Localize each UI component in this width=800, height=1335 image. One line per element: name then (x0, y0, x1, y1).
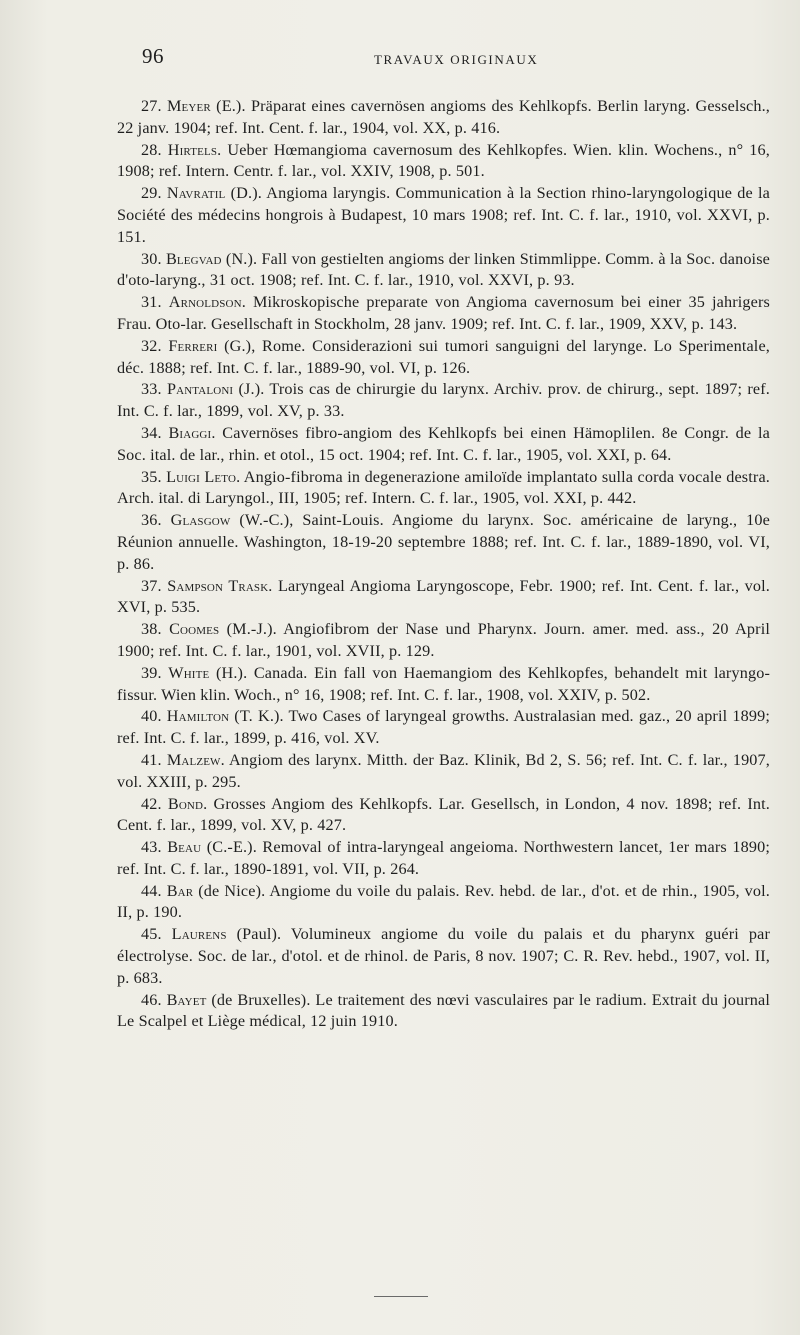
reference-author: Bond (167, 794, 204, 813)
reference-entry (117, 467, 770, 511)
reference-author: Sampson Trask (167, 576, 269, 595)
reference-text: . Angio-fibroma in degenerazione amiloïde implantato sulla corda vocale destra. Arch. ital. di Laryngol., III, 1905; ref. Intern. C. f. lar., 1905, vol. XXI, p. 442. (117, 467, 770, 508)
reference-entry (117, 990, 770, 1034)
reference-entry (117, 706, 770, 750)
reference-text: . Angiom des larynx. Mitth. der Baz. Klinik, Bd 2, S. 56; ref. Int. C. f. lar., 1907, vol. XXIII, p. 295. (117, 750, 770, 791)
reference-number: 37. (141, 576, 162, 595)
reference-author: Beau (167, 838, 202, 857)
reference-entry (117, 249, 770, 293)
reference-number: 31. (141, 293, 162, 312)
reference-entry (117, 379, 770, 423)
reference-text: (N.). Fall von gestielten angioms der linken Stimmlippe. Comm. à la Soc. danoise d'oto-laryng., 31 oct. 1908; ref. Int. C. f. lar., 1910, vol. XXVI, p. 93. (117, 249, 770, 290)
reference-author: Hamilton (166, 707, 230, 726)
reference-text: (C.-E.). Removal of intra-laryngeal angeioma. Northwestern lancet, 1er mars 1890; ref. Int. C. f. lar., 1890-1891, vol. VII, p. 264. (117, 838, 771, 878)
reference-text: . Laryngeal Angioma Laryngoscope, Febr. 1900; ref. Int. Cent. f. lar., vol. XVI, p. 535. (117, 576, 770, 617)
reference-number: 40. (141, 707, 162, 726)
reference-author: White (168, 663, 210, 682)
reference-author: Biaggi (168, 423, 212, 442)
reference-entry (117, 576, 770, 620)
reference-author: Pantaloni (166, 380, 234, 399)
reference-text: . Grosses Angiom des Kehlkopfs. Lar. Gesellsch, in London, 4 nov. 1898; ref. Int. Cent. f. lar., 1899, vol. XV, p. 427. (117, 794, 770, 835)
reference-entry (117, 292, 770, 336)
reference-number: 30. (141, 249, 162, 268)
reference-entry (117, 140, 770, 184)
reference-entry (117, 619, 770, 663)
reference-number: 36. (141, 511, 162, 530)
reference-author: Glasgow (170, 511, 231, 530)
reference-author: Bayet (166, 990, 207, 1009)
reference-text: (Paul). Volumineux angiome du voile du palais et du pharynx guéri par électrolyse. Soc. de lar., d'otol. et de rhinol. de Paris, 8 nov. 1907; C. R. Rev. hebd., 1907, vol. II, p. 683. (117, 925, 770, 987)
reference-text: . Mikroskopische preparate von Angioma cavernosum bei einer 35 jahrigers Frau. Oto-lar. Gesellschaft in Stockholm, 28 janv. 1909; ref. Int. C. f. lar., 1909, XXV, p. 143. (117, 293, 770, 333)
reference-entry (117, 96, 770, 140)
reference-entry (117, 183, 770, 248)
reference-number: 39. (141, 663, 162, 682)
reference-entry (117, 423, 770, 467)
reference-number: 43. (141, 838, 162, 857)
reference-number: 28. (141, 140, 162, 159)
reference-text: (de Nice). Angiome du voile du palais. Rev. hebd. de lar., d'ot. et de rhin., 1905, vol. II, p. 190. (117, 881, 770, 922)
reference-author: Bar (166, 881, 194, 900)
reference-number: 41. (141, 750, 162, 769)
page-header (142, 44, 770, 74)
reference-number: 45. (141, 925, 162, 944)
reference-number: 42. (141, 794, 162, 813)
page-number: 96 (142, 44, 164, 68)
reference-number: 27. (141, 97, 162, 115)
reference-number: 34. (141, 423, 162, 442)
reference-text: (E.). Präparat eines cavernösen angioms des Kehlkopfs. Berlin laryng. Gesselsch., 22 janv. 1904; ref. Int. Cent. f. lar., 1904, vol. XX, p. 416. (117, 97, 770, 137)
reference-text: (H.). Canada. Ein fall von Haemangiom des Kehlkopfes, behandelt mit laryngo-fissur. Wien klin. Woch., n° 16, 1908; ref. Int. C. f. lar., 1908, vol. XXIV, p. 502. (117, 663, 770, 704)
reference-text: (M.-J.). Angiofibrom der Nase und Pharynx. Journ. amer. med. ass., 20 April 1900; ref. Int. C. f. lar., 1901, vol. XVII, p. 129. (117, 620, 770, 660)
reference-list (117, 96, 770, 1033)
reference-author: Arnoldson (168, 293, 242, 312)
running-title: TRAVAUX ORIGINAUX (374, 52, 539, 67)
reference-number: 44. (141, 881, 162, 900)
reference-entry (117, 750, 770, 794)
reference-text: (de Bruxelles). Le traitement des nœvi vasculaires par le radium. Extrait du journal Le Scalpel et Liège médical, 12 juin 1910. (117, 990, 770, 1031)
end-rule (374, 1296, 428, 1297)
reference-author: Coomes (169, 620, 220, 639)
reference-author: Hirtels (167, 140, 218, 159)
reference-author: Blegvad (165, 249, 222, 268)
reference-entry (117, 336, 770, 380)
reference-number: 33. (141, 380, 162, 399)
reference-number: 46. (141, 990, 162, 1009)
reference-number: 38. (141, 620, 162, 639)
reference-author: Laurens (171, 925, 227, 944)
reference-text: . Ueber Hœmangioma cavernosum des Kehlkopfes. Wien. klin. Wochens., n° 16, 1908; ref. Intern. Centr. f. lar., vol. XXIV, 1908, p. 501. (117, 140, 770, 181)
reference-text: (D.). Angioma laryngis. Communication à la Section rhino-laryngologique de la Société des médecins hongrois à Budapest, 10 mars 1908; ref. Int. C. f. lar., 1910, vol. XXVI, p. 151. (117, 184, 770, 246)
reference-number: 29. (141, 184, 162, 203)
reference-author: Navratil (166, 184, 226, 203)
reference-entry (117, 924, 770, 989)
reference-entry (117, 663, 770, 707)
reference-author: Malzew (166, 750, 221, 769)
reference-number: 32. (141, 336, 162, 355)
reference-author: Ferreri (168, 336, 218, 355)
reference-text: (G.), Rome. Considerazioni sui tumori sanguigni del larynge. Lo Sperimentale, déc. 1888; ref. Int. C. f. lar., 1889-90, vol. VI, p. 126. (117, 336, 770, 377)
reference-entry (117, 794, 770, 838)
reference-text: . Cavernöses fibro-angiom des Kehlkopfs bei einen Hämoplilen. 8e Congr. de la Soc. ital. de lar., rhin. et otol., 15 oct. 1904; ref. Int. C. f. lar., 1905, vol. XXI, p. 64. (117, 423, 770, 464)
reference-entry (117, 510, 770, 575)
reference-entry (117, 837, 770, 881)
reference-number: 35. (141, 467, 162, 486)
reference-author: Luigi Leto (166, 467, 237, 486)
reference-author: Meyer (166, 97, 211, 115)
reference-entry (117, 881, 770, 925)
reference-text: (J.). Trois cas de chirurgie du larynx. Archiv. prov. de chirurg., sept. 1897; ref. Int. C. f. lar., 1899, vol. XV, p. 33. (117, 380, 770, 421)
reference-text: (W.-C.), Saint-Louis. Angiome du larynx. Soc. américaine de laryng., 10e Réunion annuelle. Washington, 18-19-20 septembre 1888; ref. Int. C. f. lar., 1889-1890, vol. VI, p. 86. (117, 511, 771, 573)
reference-text: (T. K.). Two Cases of laryngeal growths. Australasian med. gaz., 20 april 1899; ref. Int. C. f. lar., 1899, p. 416, vol. XV. (117, 707, 770, 748)
